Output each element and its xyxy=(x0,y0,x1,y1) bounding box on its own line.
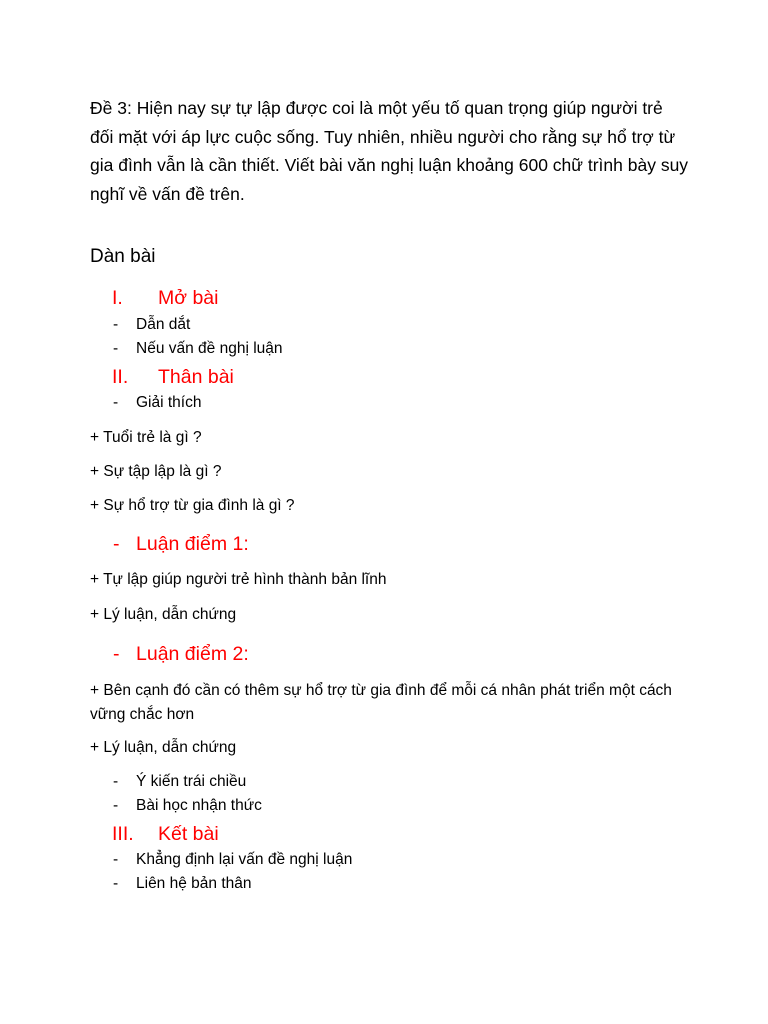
bullet-dash: - xyxy=(113,851,119,868)
argument-point-1-item: + Tự lập giúp người trẻ hình thành bản lĩnh xyxy=(90,571,387,588)
bullet-dash: - xyxy=(113,316,119,333)
bullet-dash: - xyxy=(113,797,119,814)
body-extra-item: Bài học nhận thức xyxy=(136,797,262,814)
conclusion-item: Khẳng định lại vấn đề nghị luận xyxy=(136,851,353,868)
explain-point: + Sự tập lập là gì ? xyxy=(90,463,222,480)
body-item: Giải thích xyxy=(136,394,202,411)
argument-point-1-label: Luận điểm 1: xyxy=(136,533,249,555)
conclusion-item: Liên hệ bản thân xyxy=(136,875,252,892)
point-dash: - xyxy=(113,533,120,555)
argument-point-1-item: + Lý luận, dẫn chứng xyxy=(90,606,237,623)
explain-point: + Tuổi trẻ là gì ? xyxy=(90,429,202,446)
intro-item: Dẫn dắt xyxy=(136,316,191,333)
intro-item: Nếu vấn đề nghị luận xyxy=(136,340,283,357)
argument-point-2-label: Luận điểm 2: xyxy=(136,643,249,665)
section-numeral-conclusion: III. xyxy=(112,823,134,845)
section-numeral-body: II. xyxy=(112,366,129,388)
point-dash: - xyxy=(113,643,120,665)
argument-point-2-item: + Bên cạnh đó cần có thêm sự hổ trợ từ gia đình để mỗi cá nhân phát triển một cách vững chắc hơn xyxy=(90,682,672,723)
argument-point-2-item: + Lý luận, dẫn chứng xyxy=(90,739,237,756)
explain-point: + Sự hổ trợ từ gia đình là gì ? xyxy=(90,497,295,514)
section-heading-intro: Mở bài xyxy=(158,287,219,309)
essay-prompt: Đề 3: Hiện nay sự tự lập được coi là một yếu tố quan trọng giúp người trẻ đối mặt với áp lực cuộc sống. Tuy nhiên, nhiều người cho rằng sự hổ trợ từ gia đình vẫn là cần thiết. Viết bài văn nghị luận khoảng 600 chữ trình bày suy nghĩ về vấn đề trên. xyxy=(90,98,689,204)
section-heading-conclusion: Kết bài xyxy=(158,823,219,845)
outline-title: Dàn bài xyxy=(90,246,156,267)
bullet-dash: - xyxy=(113,340,119,357)
bullet-dash: - xyxy=(113,875,119,892)
section-heading-body: Thân bài xyxy=(158,366,234,388)
section-numeral-intro: I. xyxy=(112,287,123,309)
body-extra-item: Ý kiến trái chiều xyxy=(136,773,247,790)
bullet-dash: - xyxy=(113,773,119,790)
bullet-dash: - xyxy=(113,394,119,411)
